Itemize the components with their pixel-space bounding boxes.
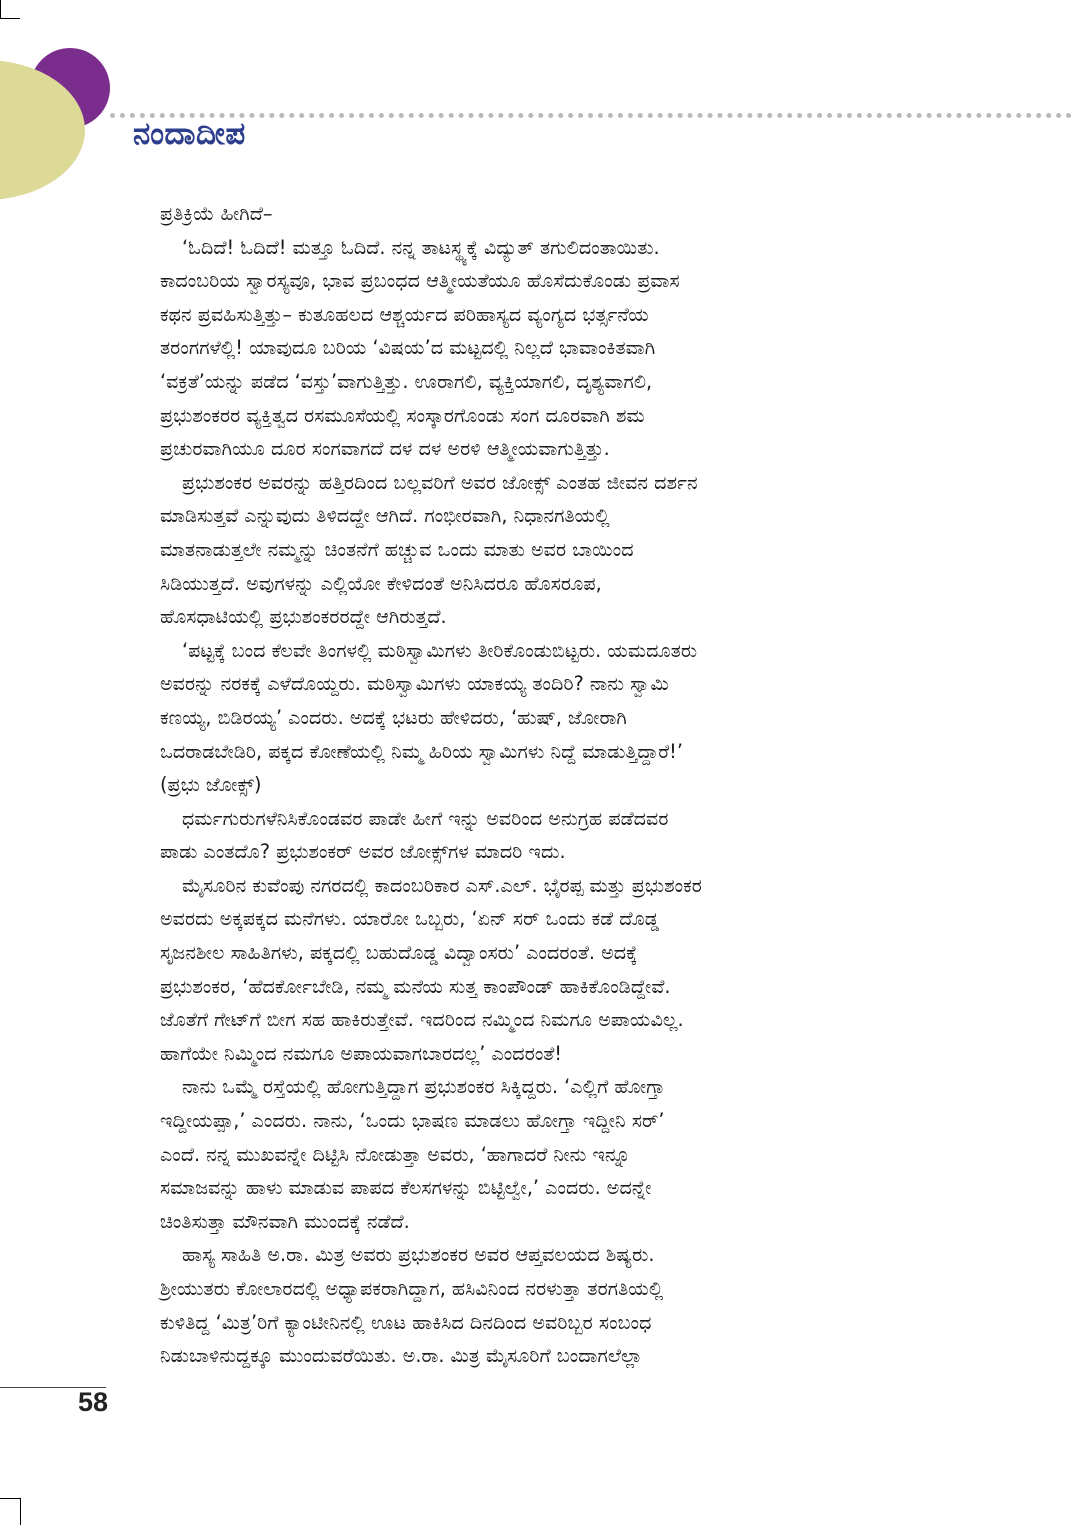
body-text [160, 197, 900, 1373]
text-line: ಕುಳಿತಿದ್ದ ‘ಮಿತ್ರ’ರಿಗೆ ಕ್ಯಾಂಟೀನಿನಲ್ಲಿ ಊಟ ಹಾಕಿಸಿದ ದಿನದಿಂದ ಅವರಿಬ್ಬರ ಸಂಬಂಧ [160, 1310, 652, 1334]
crop-mark-bottom [0, 1498, 20, 1499]
text-line: ಜೊತೆಗೆ ಗೇಟ್‌ಗೆ ಬೀಗ ಸಹ ಹಾಕಿರುತ್ತೇವೆ. ಇದರಿಂದ ನಮ್ಮಿಂದ ನಿಮಗೂ ಅಪಾಯವಿಲ್ಲ. [160, 1008, 684, 1032]
text-line: ‘ಪಟ್ಟಕ್ಕೆ ಬಂದ ಕೆಲವೇ ತಿಂಗಳಲ್ಲಿ ಮಠಿಸ್ವಾಮಿಗಳು ತೀರಿಕೊಂಡುಬಿಟ್ಟರು. ಯಮದೂತರು [182, 638, 698, 662]
text-line: ಚಿಂತಿಸುತ್ತಾ ಮೌನವಾಗಿ ಮುಂದಕ್ಕೆ ನಡೆದೆ. [160, 1209, 410, 1233]
text-line: ಮಾತನಾಡುತ್ತಲೇ ನಮ್ಮನ್ನು ಚಿಂತನೆಗೆ ಹಚ್ಚುವ ಒಂದು ಮಾತು ಅವರ ಬಾಯಿಂದ [160, 537, 634, 561]
running-header-title: ನಂದಾದೀಪ [133, 116, 246, 152]
text-line: ಮಾಡಿಸುತ್ತವೆ ಎನ್ನುವುದು ತಿಳಿದದ್ದೇ ಆಗಿದೆ. ಗಂಭೀರವಾಗಿ, ನಿಧಾನಗತಿಯಲ್ಲಿ [160, 504, 610, 528]
text-line: ತರಂಗಗಳೆಲ್ಲಿ! ಯಾವುದೂ ಬರಿಯ ‘ವಿಷಯ’ದ ಮಟ್ಟದಲ್ಲಿ ನಿಲ್ಲದೆ ಭಾವಾಂಕಿತವಾಗಿ [160, 336, 656, 360]
text-line: ಅವರದು ಅಕ್ಕಪಕ್ಕದ ಮನೆಗಳು. ಯಾರೋ ಒಬ್ಬರು, ‘ಏನ್ ಸರ್ ಒಂದು ಕಡೆ ದೊಡ್ಡ [160, 907, 660, 931]
text-line: ಸಮಾಜವನ್ನು ಹಾಳು ಮಾಡುವ ಪಾಪದ ಕೆಲಸಗಳನ್ನು ಬಿಟ್ಟಿಲ್ವೇ,’ ಎಂದರು. ಅದನ್ನೇ [160, 1176, 652, 1200]
text-line: ಪ್ರತಿಕ್ರಿಯೆ ಹೀಗಿದೆ– [160, 202, 273, 225]
crop-mark-top [0, 0, 1, 18]
text-line: (ಪ್ರಭು ಜೋಕ್ಸ್) [160, 773, 262, 797]
text-line: ಸೃಜನಶೀಲ ಸಾಹಿತಿಗಳು, ಪಕ್ಕದಲ್ಲಿ ಬಹುದೊಡ್ಡ ವಿದ್ವಾಂಸರು’ ಎಂದರಂತೆ. ಅದಕ್ಕೆ [160, 941, 638, 965]
text-line: ಒದರಾಡಬೇಡಿರಿ, ಪಕ್ಕದ ಕೋಣೆಯಲ್ಲಿ ನಿಮ್ಮ ಹಿರಿಯ ಸ್ವಾಮಿಗಳು ನಿದ್ದೆ ಮಾಡುತ್ತಿದ್ದಾರೆ!’ [160, 739, 683, 763]
text-line: ಹಾಗೆಯೇ ನಿಮ್ಮಿಂದ ನಮಗೂ ಅಪಾಯವಾಗಬಾರದಲ್ಲ’ ಎಂದರಂತೆ! [160, 1041, 562, 1065]
crop-mark-bottom [20, 1498, 21, 1525]
text-line: ಧರ್ಮಗುರುಗಳೆನಿಸಿಕೊಂಡವರ ಪಾಡೇ ಹೀಗೆ ಇನ್ನು ಅವರಿಂದ ಅನುಗ್ರಹ ಪಡೆದವರ [182, 806, 669, 830]
text-line: ನಿಡುಬಾಳಿನುದ್ದಕ್ಕೂ ಮುಂದುವರೆಯಿತು. ಅ.ರಾ. ಮಿತ್ರ ಮೈಸೂರಿಗೆ ಬಂದಾಗಲೆಲ್ಲಾ [160, 1344, 643, 1368]
text-line: ಹೊಸಧಾಟಿಯಲ್ಲಿ ಪ್ರಭುಶಂಕರರದ್ದೇ ಆಗಿರುತ್ತದೆ. [160, 605, 447, 629]
text-line: ಮೈಸೂರಿನ ಕುವೆಂಪು ನಗರದಲ್ಲಿ ಕಾದಂಬರಿಕಾರ ಎಸ್.ಎಲ್. ಭೈರಪ್ಪ ಮತ್ತು ಪ್ರಭುಶಂಕರ [182, 873, 702, 897]
text-line: ಕಣಯ್ಯ, ಬಿಡಿರಯ್ಯ’ ಎಂದರು. ಅದಕ್ಕೆ ಭಟರು ಹೇಳಿದರು, ‘ಹುಷ್, ಜೋರಾಗಿ [160, 705, 627, 729]
text-line: ಹಾಸ್ಯ ಸಾಹಿತಿ ಅ.ರಾ. ಮಿತ್ರ ಅವರು ಪ್ರಭುಶಂಕರ ಅವರ ಆಪ್ತವಲಯದ ಶಿಷ್ಯರು. [182, 1243, 655, 1267]
text-line: ಪ್ರಭುಶಂಕರ, ‘ಹೆದರ್ಕೋಬೇಡಿ, ನಮ್ಮ ಮನೆಯ ಸುತ್ತ ಕಾಂಪೌಂಡ್ ಹಾಕಿಕೊಂಡಿದ್ದೇವೆ. [160, 974, 671, 998]
text-line: ಎಂದೆ. ನನ್ನ ಮುಖವನ್ನೇ ದಿಟ್ಟಿಸಿ ನೋಡುತ್ತಾ ಅವರು, ‘ಹಾಗಾದರೆ ನೀನು ಇನ್ನೂ [160, 1142, 631, 1166]
page-number: 58 [78, 1387, 109, 1417]
text-line: ಸಿಡಿಯುತ್ತದೆ. ಅವುಗಳನ್ನು ಎಲ್ಲಿಯೋ ಕೇಳಿದಂತೆ ಅನಿಸಿದರೂ ಹೊಸರೂಪ, [160, 571, 602, 595]
text-line: ಪ್ರಭುಶಂಕರರ ವ್ಯಕ್ತಿತ್ವದ ರಸಮೂಸೆಯಲ್ಲಿ ಸಂಸ್ಕಾರಗೊಂಡು ಸಂಗ ದೂರವಾಗಿ ಶಮ [160, 403, 645, 427]
text-line: ಶ್ರೀಯುತರು ಕೋಲಾರದಲ್ಲಿ ಅಧ್ಯಾಪಕರಾಗಿದ್ದಾಗ, ಹಸಿವಿನಿಂದ ನರಳುತ್ತಾ ತರಗತಿಯಲ್ಲಿ [160, 1277, 664, 1300]
text-line: ಪ್ರಚುರವಾಗಿಯೂ ದೂರ ಸಂಗವಾಗದೆ ದಳ ದಳ ಅರಳಿ ಆತ್ಮೀಯವಾಗುತ್ತಿತ್ತು. [160, 437, 610, 461]
text-line: ಕಥನ ಪ್ರವಹಿಸುತ್ತಿತ್ತು– ಕುತೂಹಲದ ಆಶ್ಚರ್ಯದ ಪರಿಹಾಸ್ಯದ ವ್ಯಂಗ್ಯದ ಭರ್ತ್ಸನೆಯ [160, 302, 649, 326]
text-line: ನಾನು ಒಮ್ಮೆ ರಸ್ತೆಯಲ್ಲಿ ಹೋಗುತ್ತಿದ್ದಾಗ ಪ್ರಭುಶಂಕರ ಸಿಕ್ಕಿದ್ದರು. ‘ಎಲ್ಲಿಗೆ ಹೋಗ್ತಾ [182, 1075, 665, 1099]
text-line: ಇದ್ದೀಯಪ್ಪಾ,’ ಎಂದರು. ನಾನು, ‘ಒಂದು ಭಾಷಣ ಮಾಡಲು ಹೋಗ್ತಾ ಇದ್ದೀನಿ ಸರ್’ [160, 1109, 665, 1133]
text-line: ‘ಓದಿದೆ! ಓದಿದೆ! ಮತ್ತೂ ಓದಿದೆ. ನನ್ನ ತಾಟಸ್ಥ್ಯಕ್ಕೆ ವಿದ್ಯುತ್ ತಗುಲಿದಂತಾಯಿತು. [182, 235, 660, 259]
text-line: ಪ್ರಭುಶಂಕರ ಅವರನ್ನು ಹತ್ತಿರದಿಂದ ಬಲ್ಲವರಿಗೆ ಅವರ ಜೋಕ್ಸ್ ಎಂತಹ ಜೀವನ ದರ್ಶನ [182, 470, 698, 494]
text-line: ಪಾಡು ಎಂತದೊ? ಪ್ರಭುಶಂಕರ್ ಅವರ ಜೋಕ್ಸ್‌ಗಳ ಮಾದರಿ ಇದು. [160, 840, 566, 864]
text-line: ಅವರನ್ನು ನರಕಕ್ಕೆ ಎಳೆದೊಯ್ದರು. ಮಠಿಸ್ವಾಮಿಗಳು ಯಾಕಯ್ಯ ತಂದಿರಿ? ನಾನು ಸ್ವಾಮಿ [160, 672, 669, 696]
header-dotted-rule [110, 113, 1072, 118]
text-line: ‘ವಕ್ರತೆ’ಯನ್ನು ಪಡೆದ ‘ವಸ್ತು’ವಾಗುತ್ತಿತ್ತು. ಊರಾಗಲಿ, ವ್ಯಕ್ತಿಯಾಗಲಿ, ದೃಶ್ಯವಾಗಲಿ, [160, 369, 653, 393]
text-line: ಕಾದಂಬರಿಯ ಸ್ವಾರಸ್ಯವೂ, ಭಾವ ಪ್ರಬಂಧದ ಆತ್ಮೀಯತೆಯೂ ಹೊಸೆದುಕೊಂಡು ಪ್ರವಾಸ [160, 269, 680, 293]
crop-mark-top [0, 18, 20, 19]
